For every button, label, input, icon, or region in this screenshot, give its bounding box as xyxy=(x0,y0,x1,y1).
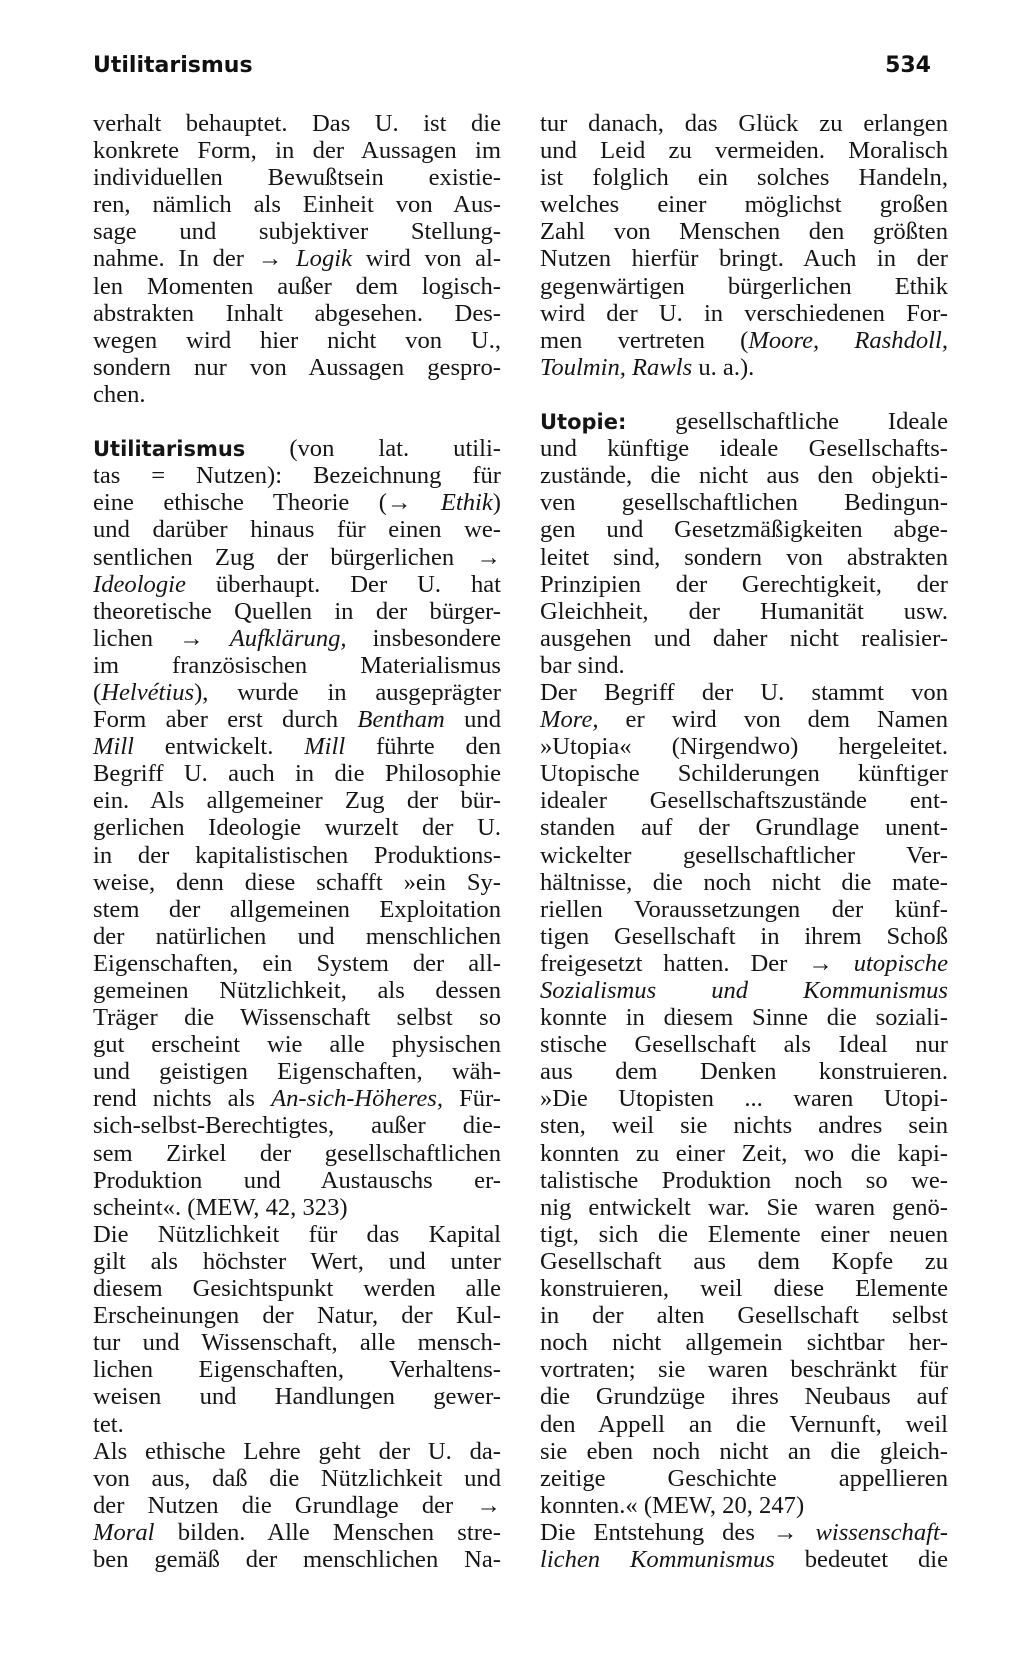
text-line: Die Entstehung des → wissenschaft- xyxy=(540,1518,948,1546)
text-line: konkrete Form, in der Aussagen im xyxy=(93,137,501,165)
entry-heading-line: Utopie: gesellschaftliche Ideale xyxy=(540,408,948,436)
text-line: »Die Utopisten ... waren Utopi- xyxy=(540,1085,948,1113)
arrow-icon: → xyxy=(808,949,833,977)
arrow-icon: → xyxy=(476,1491,501,1519)
cross-reference: lichen Kommunismus xyxy=(540,1545,775,1573)
text-line: der Nutzen die Grundlage der → xyxy=(93,1491,501,1519)
text-line: len Momenten außer dem logisch- xyxy=(93,272,501,300)
text-line: sem Zirkel der gesellschaftlichen xyxy=(93,1139,501,1167)
arrow-icon: → xyxy=(386,489,412,517)
text-line: Als ethische Lehre geht der U. da- xyxy=(93,1437,501,1465)
text-line: weise, denn diese schafft »ein Sy- xyxy=(93,868,501,896)
right-column xyxy=(540,110,948,1573)
text-line: idealer Gesellschaftszustände ent- xyxy=(540,787,948,815)
text-line: leitet sind, sondern von abstrakten xyxy=(540,543,948,571)
text-line: lichen → Aufklärung, insbesondere xyxy=(93,624,501,652)
text-line: welches einer möglichst großen xyxy=(540,191,948,219)
text-line: Gleichheit, der Humanität usw. xyxy=(540,597,948,625)
text-line: Produktion und Austauschs er- xyxy=(93,1166,501,1194)
text-line: »Utopia« (Nirgendwo) hergeleitet. xyxy=(540,733,948,761)
text-line: Begriff U. auch in die Philosophie xyxy=(93,760,501,788)
left-column xyxy=(93,110,501,1573)
text-line: konnten.« (MEW, 20, 247) xyxy=(540,1491,805,1519)
text-line: (Helvétius), wurde in ausgeprägter xyxy=(93,678,501,706)
text-line: gemeinen Nützlichkeit, als dessen xyxy=(93,977,501,1004)
text-line: nahme. In der → Logik wird von al- xyxy=(93,245,502,273)
arrow-icon: → xyxy=(257,245,283,273)
text-line: ein. Als allgemeiner Zug der bür- xyxy=(93,787,501,815)
text-line: und künftige ideale Gesellschafts- xyxy=(540,435,948,463)
cross-reference: Moral xyxy=(93,1518,155,1546)
text-line: diesem Gesichtspunkt werden alle xyxy=(93,1275,501,1303)
page-number: 534 xyxy=(885,53,931,78)
cross-reference: utopische xyxy=(853,949,948,977)
text-line: konnten zu einer Zeit, wo die kapi- xyxy=(540,1139,948,1167)
text-line: Utopische Schilderungen künftiger xyxy=(540,760,948,788)
text-line: Erscheinungen der Natur, der Kul- xyxy=(93,1302,501,1330)
text-line: und geistigen Eigenschaften, wäh- xyxy=(93,1058,501,1086)
text-line: chen. xyxy=(93,380,146,408)
text-line: tigt, sich die Elemente einer neuen xyxy=(540,1220,948,1248)
cross-reference: Logik xyxy=(295,245,353,273)
text-line: talistische Produktion noch so we- xyxy=(540,1166,948,1194)
text-line: standen auf der Grundlage unent- xyxy=(540,814,948,842)
cross-reference: Sozialismus und Kommunismus xyxy=(540,977,948,1004)
text-line: Mill entwickelt. Mill führte den xyxy=(93,733,502,761)
text-line: der natürlichen und menschlichen xyxy=(93,922,501,950)
text-line: zeitige Geschichte appellieren xyxy=(540,1464,948,1492)
text-line: gerlichen Ideologie wurzelt der U. xyxy=(93,814,501,842)
text-line: nig entwickelt war. Sie waren genö- xyxy=(540,1193,948,1221)
text-line: gilt als höchster Wert, und unter xyxy=(93,1247,501,1275)
arrow-icon: → xyxy=(476,543,501,571)
text-line: men vertreten (Moore, Rashdoll, xyxy=(540,326,948,354)
text-line: freigesetzt hatten. Der → utopische xyxy=(540,949,948,977)
text-line: ausgehen und daher nicht realisier- xyxy=(540,624,948,652)
text-line: eine ethische Theorie (→ Ethik) xyxy=(93,489,501,517)
text-line: sich-selbst-Berechtigtes, außer die- xyxy=(93,1112,501,1140)
text-line: theoretische Quellen in der bürger- xyxy=(93,597,501,625)
text-line: rend nichts als An-sich-Höheres, Für- xyxy=(93,1085,501,1113)
text-line: wird der U. in verschiedenen For- xyxy=(540,299,948,327)
text-line: Träger die Wissenschaft selbst so xyxy=(93,1004,501,1032)
text-line: den Appell an die Vernunft, weil xyxy=(540,1410,948,1438)
text-line: noch nicht allgemein sichtbar her- xyxy=(540,1329,948,1357)
text-line: ren, nämlich als Einheit von Aus- xyxy=(93,191,501,219)
text-line: lichen Eigenschaften, Verhaltens- xyxy=(93,1356,501,1384)
cross-reference: Ideologie xyxy=(93,570,186,598)
text-line: Zahl von Menschen den größten xyxy=(540,218,948,246)
text-line: vortraten; sie waren beschränkt für xyxy=(540,1356,948,1384)
text-line: riellen Voraussetzungen der künf- xyxy=(540,895,948,923)
entry-term-utopie: Utopie: xyxy=(540,410,627,435)
text-line: tur danach, das Glück zu erlangen xyxy=(540,110,948,137)
text-line: Nutzen hierfür bringt. Auch in der xyxy=(540,245,948,273)
text-line: ist folglich ein solches Handeln, xyxy=(540,164,948,192)
text-line: in der alten Gesellschaft selbst xyxy=(540,1302,948,1330)
entry-heading-line: Utilitarismus (von lat. utili- xyxy=(93,435,501,463)
text-line: und darüber hinaus für einen we- xyxy=(93,516,501,544)
text-line: tet. xyxy=(93,1410,124,1438)
text-line: konstruieren, weil diese Elemente xyxy=(540,1275,948,1303)
text-line: sie eben noch nicht an die gleich- xyxy=(540,1437,948,1465)
text-line xyxy=(540,977,948,1004)
text-line: sentlichen Zug der bürgerlichen → xyxy=(93,543,501,571)
text-line: Die Nützlichkeit für das Kapital xyxy=(93,1220,501,1248)
cross-reference: wissenschaft- xyxy=(815,1518,948,1546)
text-line: stische Gesellschaft als Ideal nur xyxy=(540,1031,948,1059)
text-line: abstrakten Inhalt abgesehen. Des- xyxy=(93,299,501,327)
text-line: stem der allgemeinen Exploitation xyxy=(93,895,501,923)
text-line: aus dem Denken konstruieren. xyxy=(540,1058,948,1086)
arrow-icon: → xyxy=(179,624,204,652)
text-line: ven gesellschaftlichen Bedingun- xyxy=(540,489,948,517)
text-line: ben gemäß der menschlichen Na- xyxy=(93,1545,501,1573)
text-line: gen und Gesetzmäßigkeiten abge- xyxy=(540,516,948,544)
text-line: Ideologie überhaupt. Der U. hat xyxy=(93,570,501,598)
text-line: tas = Nutzen): Bezeichnung für xyxy=(93,462,501,490)
text-line: tur und Wissenschaft, alle mensch- xyxy=(93,1329,501,1357)
text-line: wegen wird hier nicht von U., xyxy=(93,326,501,354)
text-line: Gesellschaft aus dem Kopfe zu xyxy=(540,1247,948,1275)
text-line: sondern nur von Aussagen gespro- xyxy=(93,353,501,381)
text-line: die Grundzüge ihres Neubaus auf xyxy=(540,1383,948,1411)
text-line: sten, weil sie nichts andres sein xyxy=(540,1112,948,1140)
text-line: von aus, daß die Nützlichkeit und xyxy=(93,1464,501,1492)
text-line: konnte in diesem Sinne die soziali- xyxy=(540,1004,948,1032)
text-line: hältnisse, die noch nicht die mate- xyxy=(540,868,948,896)
text-line: gegenwärtigen bürgerlichen Ethik xyxy=(540,272,948,300)
cross-reference: Ethik xyxy=(440,489,493,517)
text-line: Prinzipien der Gerechtigkeit, der xyxy=(540,570,948,598)
text-line: bar sind. xyxy=(540,651,625,679)
text-line: sage und subjektiver Stellung- xyxy=(93,218,501,246)
text-line: individuellen Bewußtsein existie- xyxy=(93,164,501,192)
text-line: tigen Gesellschaft in ihrem Schoß xyxy=(540,922,948,950)
text-line: lichen Kommunismus bedeutet die xyxy=(540,1545,948,1573)
text-line: und Leid zu vermeiden. Moralisch xyxy=(540,137,948,165)
text-line: Moral bilden. Alle Menschen stre- xyxy=(93,1518,501,1546)
text-line: Toulmin, Rawls u. a.). xyxy=(540,353,755,381)
text-line: gut erscheint wie alle physischen xyxy=(93,1031,501,1059)
arrow-icon: → xyxy=(772,1518,798,1546)
text-line: in der kapitalistischen Produktions- xyxy=(93,841,501,869)
text-line: weisen und Handlungen gewer- xyxy=(93,1383,501,1411)
text-line: scheint«. (MEW, 42, 323) xyxy=(93,1193,348,1221)
text-line: zustände, die nicht aus den objekti- xyxy=(540,462,948,490)
text-line: Form aber erst durch Bentham und xyxy=(93,706,501,734)
running-title: Utilitarismus xyxy=(93,53,253,78)
text-line: verhalt behauptet. Das U. ist die xyxy=(93,110,501,137)
text-line: wickelter gesellschaftlicher Ver- xyxy=(540,841,948,869)
text-line: im französischen Materialismus xyxy=(93,651,501,679)
cross-reference: Aufklärung, xyxy=(229,624,347,652)
text-line: Der Begriff der U. stammt von xyxy=(540,678,948,706)
entry-term-utilitarismus: Utilitarismus xyxy=(93,437,246,462)
text-line: Eigenschaften, ein System der all- xyxy=(93,949,501,977)
text-line: More, er wird von dem Namen xyxy=(540,706,948,734)
